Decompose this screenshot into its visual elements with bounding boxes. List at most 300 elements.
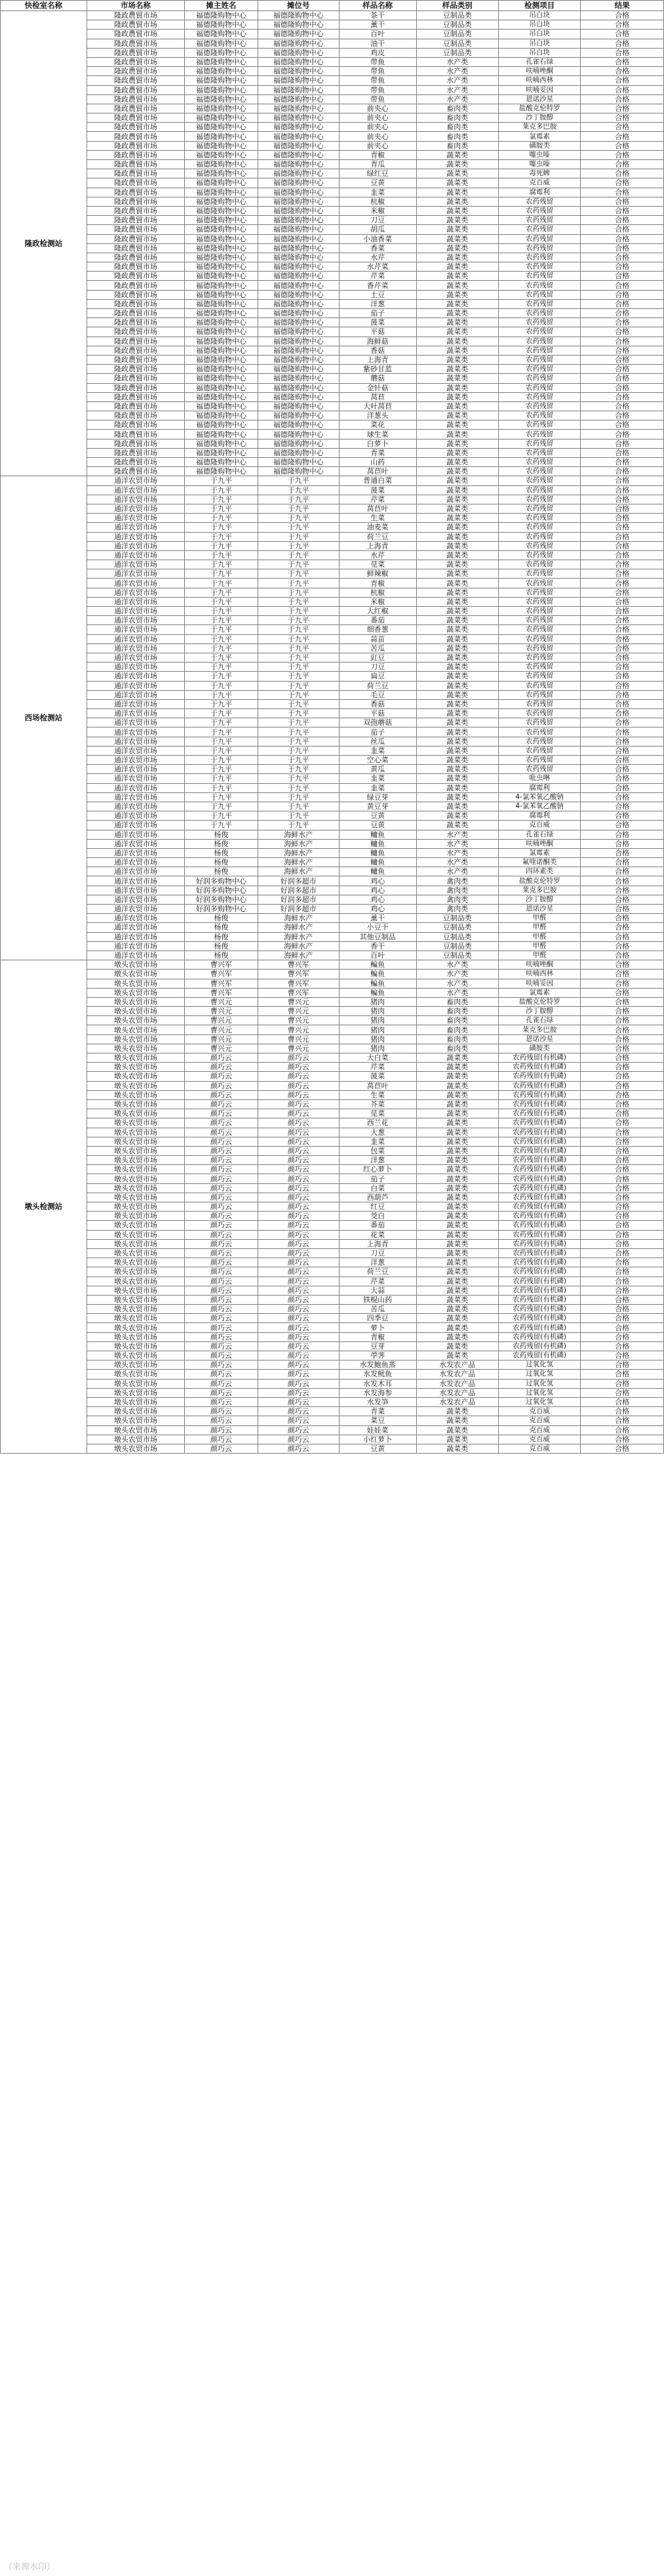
table-row — [1, 448, 664, 457]
test-item-cell: 农药残留 — [498, 337, 580, 346]
category-cell: 水发农产品 — [416, 1370, 498, 1379]
sample-cell: 上海青 — [339, 355, 416, 364]
sample-cell: 绿红豆 — [339, 169, 416, 178]
header-test-item: 检测项目 — [498, 1, 580, 11]
table-row — [1, 355, 664, 364]
stall-cell: 好润多超市 — [258, 905, 339, 914]
header-stall: 摊位号 — [258, 1, 339, 11]
market-cell: 墩头农贸市场 — [87, 1444, 184, 1453]
sample-cell: 菜豆 — [339, 1416, 416, 1425]
category-cell: 蔬菜类 — [416, 1332, 498, 1341]
result-cell: 合格 — [581, 85, 664, 94]
stall-cell: 福德隆购物中心 — [258, 346, 339, 355]
market-cell: 通洋农贸市场 — [87, 523, 184, 532]
stall-cell: 曹兴军 — [258, 960, 339, 970]
stall-cell: 于九平 — [258, 756, 339, 765]
test-item-cell: 氟喹诺酮类 — [498, 858, 580, 867]
test-item-cell: 农药残留 — [498, 607, 580, 616]
category-cell: 蔬菜类 — [416, 1156, 498, 1165]
result-cell: 合格 — [581, 420, 664, 430]
sample-cell: 洋葱 — [339, 1156, 416, 1165]
table-row — [1, 690, 664, 699]
category-cell: 蔬菜类 — [416, 485, 498, 495]
vendor-cell: 福德隆购物中心 — [185, 169, 258, 178]
market-cell: 墩头农贸市场 — [87, 1034, 184, 1044]
table-row — [1, 309, 664, 318]
stall-cell: 于九平 — [258, 476, 339, 485]
vendor-cell: 福德隆购物中心 — [185, 225, 258, 234]
test-item-cell: 毒死蜱 — [498, 169, 580, 178]
vendor-cell: 于九平 — [185, 560, 258, 569]
table-row — [1, 625, 664, 634]
result-cell: 合格 — [581, 272, 664, 281]
market-cell: 墩头农贸市场 — [87, 988, 184, 997]
stall-cell: 好润多超市 — [258, 895, 339, 904]
test-item-cell: 吊白块 — [498, 39, 580, 48]
result-cell: 合格 — [581, 979, 664, 988]
result-cell: 合格 — [581, 123, 664, 132]
result-cell: 合格 — [581, 1407, 664, 1416]
category-cell: 蔬菜类 — [416, 1193, 498, 1202]
table-row — [1, 1248, 664, 1257]
table-row — [1, 1305, 664, 1314]
market-cell: 隆政農貿市场 — [87, 392, 184, 401]
sample-cell: 韭菜 — [339, 783, 416, 792]
table-row — [1, 1053, 664, 1063]
vendor-cell: 于九平 — [185, 681, 258, 690]
stall-cell: 福德隆购物中心 — [258, 458, 339, 467]
stall-cell: 福德隆购物中心 — [258, 197, 339, 206]
market-cell: 通洋农贸市场 — [87, 839, 184, 848]
test-item-cell: 氯霉素 — [498, 848, 580, 857]
category-cell: 蔬菜类 — [416, 532, 498, 541]
vendor-cell: 曹兴元 — [185, 1016, 258, 1025]
stall-cell: 福德隆购物中心 — [258, 253, 339, 262]
category-cell: 蔬菜类 — [416, 439, 498, 448]
result-cell: 合格 — [581, 439, 664, 448]
sample-cell: 水发木耳 — [339, 1379, 416, 1388]
vendor-cell: 颜巧云 — [185, 1323, 258, 1332]
stall-cell: 颜巧云 — [258, 1351, 339, 1360]
market-cell: 隆政農貿市场 — [87, 57, 184, 66]
table-row — [1, 30, 664, 39]
market-cell: 隆政農貿市场 — [87, 188, 184, 197]
market-cell: 通洋农贸市场 — [87, 876, 184, 886]
test-item-cell: 磺胺类 — [498, 141, 580, 150]
sample-cell: 带鱼 — [339, 85, 416, 94]
category-cell: 蔬菜类 — [416, 337, 498, 346]
market-cell: 隆政農貿市场 — [87, 290, 184, 299]
header-sample: 样品名称 — [339, 1, 416, 11]
test-item-cell: 农药残留(有机磷) — [498, 1053, 580, 1063]
stall-cell: 福德隆购物中心 — [258, 365, 339, 374]
category-cell: 蔬菜类 — [416, 727, 498, 737]
stall-cell: 于九平 — [258, 607, 339, 616]
market-cell: 通洋农贸市场 — [87, 765, 184, 774]
vendor-cell: 于九平 — [185, 690, 258, 699]
market-cell: 墩头农贸市场 — [87, 1370, 184, 1379]
table-row — [1, 774, 664, 783]
sample-cell: 生菜 — [339, 514, 416, 523]
table-row — [1, 746, 664, 755]
table-row — [1, 1351, 664, 1360]
category-cell: 蔬菜类 — [416, 625, 498, 634]
stall-cell: 福德隆购物中心 — [258, 383, 339, 392]
test-item-cell: 呋喃西林 — [498, 970, 580, 979]
result-cell: 合格 — [581, 1081, 664, 1090]
market-cell: 墩头农贸市场 — [87, 1416, 184, 1425]
result-cell: 合格 — [581, 1360, 664, 1370]
stall-cell: 颜巧云 — [258, 1212, 339, 1221]
sample-cell: 鸡皮 — [339, 48, 416, 57]
test-item-cell: 甲醛 — [498, 914, 580, 923]
result-cell: 合格 — [581, 663, 664, 672]
result-cell: 合格 — [581, 76, 664, 85]
category-cell: 禽肉类 — [416, 886, 498, 895]
table-row — [1, 1379, 664, 1388]
result-cell: 合格 — [581, 625, 664, 634]
test-item-cell: 农药残留 — [498, 243, 580, 253]
vendor-cell: 于九平 — [185, 737, 258, 746]
stall-cell: 福德隆购物中心 — [258, 20, 339, 30]
result-cell: 合格 — [581, 448, 664, 457]
table-row — [1, 1174, 664, 1183]
market-cell: 隆政農貿市场 — [87, 355, 184, 364]
stall-cell: 海鲜水产 — [258, 951, 339, 960]
category-cell: 蔬菜类 — [416, 737, 498, 746]
sample-cell: 丝瓜 — [339, 737, 416, 746]
test-item-cell: 农药残留 — [498, 411, 580, 420]
stall-cell: 福德隆购物中心 — [258, 448, 339, 457]
stall-cell: 海鲜水产 — [258, 923, 339, 932]
test-item-cell: 农药残留(有机磷) — [498, 1128, 580, 1137]
table-row — [1, 1156, 664, 1165]
test-item-cell: 农药残留 — [498, 458, 580, 467]
sample-cell: 四季豆 — [339, 1314, 416, 1323]
result-cell: 合格 — [581, 579, 664, 588]
stall-cell: 颜巧云 — [258, 1072, 339, 1081]
category-cell: 蔬菜类 — [416, 383, 498, 392]
sample-cell: 金针菇 — [339, 383, 416, 392]
test-item-cell: 农药残留 — [498, 253, 580, 262]
table-row — [1, 392, 664, 401]
vendor-cell: 福德隆购物中心 — [185, 11, 258, 20]
vendor-cell: 福德隆购物中心 — [185, 374, 258, 383]
vendor-cell: 福德隆购物中心 — [185, 20, 258, 30]
sample-cell: 鳊鱼 — [339, 988, 416, 997]
stall-cell: 于九平 — [258, 523, 339, 532]
market-cell: 通洋农贸市场 — [87, 579, 184, 588]
table-row — [1, 876, 664, 886]
vendor-cell: 福德隆购物中心 — [185, 467, 258, 476]
category-cell: 蔬菜类 — [416, 1146, 498, 1155]
result-cell: 合格 — [581, 39, 664, 48]
market-cell: 隆政農貿市场 — [87, 206, 184, 215]
market-cell: 墩头农贸市场 — [87, 997, 184, 1006]
vendor-cell: 好润多购物中心 — [185, 876, 258, 886]
header-station: 快检室名称 — [1, 1, 87, 11]
category-cell: 水产类 — [416, 57, 498, 66]
table-row — [1, 411, 664, 420]
test-item-cell: 沙丁胺醇 — [498, 895, 580, 904]
table-row — [1, 262, 664, 272]
market-cell: 隆政農貿市场 — [87, 337, 184, 346]
test-item-cell: 农药残留(有机磷) — [498, 1212, 580, 1221]
result-cell: 合格 — [581, 858, 664, 867]
stall-cell: 海鲜水产 — [258, 932, 339, 941]
sample-cell: 豆芽 — [339, 1341, 416, 1351]
result-cell: 合格 — [581, 541, 664, 550]
market-cell: 隆政農貿市场 — [87, 113, 184, 123]
test-item-cell: 吡虫啉 — [498, 774, 580, 783]
result-cell: 合格 — [581, 1137, 664, 1146]
category-cell: 蔬菜类 — [416, 318, 498, 327]
category-cell: 蔬菜类 — [416, 1351, 498, 1360]
category-cell: 蔬菜类 — [416, 504, 498, 513]
result-cell: 合格 — [581, 94, 664, 104]
market-cell: 墩头农贸市场 — [87, 1332, 184, 1341]
category-cell: 蔬菜类 — [416, 690, 498, 699]
market-cell: 通洋农贸市场 — [87, 811, 184, 821]
test-item-cell: 4-氯苯氧乙酸钠 — [498, 802, 580, 811]
test-item-cell: 过氧化氢 — [498, 1388, 580, 1397]
test-item-cell: 农药残留 — [498, 756, 580, 765]
market-cell: 通洋农贸市场 — [87, 746, 184, 755]
result-cell: 合格 — [581, 1183, 664, 1193]
vendor-cell: 福德隆购物中心 — [185, 458, 258, 467]
vendor-cell: 福德隆购物中心 — [185, 392, 258, 401]
sample-cell: 芹菜 — [339, 495, 416, 504]
stall-cell: 颜巧云 — [258, 1090, 339, 1099]
result-cell: 合格 — [581, 206, 664, 215]
test-item-cell: 农药残留 — [498, 625, 580, 634]
table-row — [1, 532, 664, 541]
sample-cell: 水发鲍鱼蒸 — [339, 1360, 416, 1370]
market-cell: 隆政農貿市场 — [87, 225, 184, 234]
result-cell: 合格 — [581, 1397, 664, 1406]
vendor-cell: 福德隆购物中心 — [185, 160, 258, 169]
stall-cell: 福德隆购物中心 — [258, 281, 339, 290]
test-item-cell: 农药残留 — [498, 579, 580, 588]
table-row — [1, 663, 664, 672]
test-item-cell: 农药残留 — [498, 504, 580, 513]
test-item-cell: 农药残留(有机磷) — [498, 1183, 580, 1193]
table-body — [1, 11, 664, 1454]
sample-cell: 白菜 — [339, 1183, 416, 1193]
table-row — [1, 1397, 664, 1406]
category-cell: 蔬菜类 — [416, 1137, 498, 1146]
category-cell: 蔬菜类 — [416, 569, 498, 579]
result-cell: 合格 — [581, 113, 664, 123]
table-row — [1, 113, 664, 123]
test-item-cell: 农药残留(有机磷) — [498, 1248, 580, 1257]
table-row — [1, 1258, 664, 1267]
vendor-cell: 福德隆购物中心 — [185, 234, 258, 243]
stall-cell: 颜巧云 — [258, 1063, 339, 1072]
result-cell: 合格 — [581, 262, 664, 272]
table-row — [1, 272, 664, 281]
table-row — [1, 1230, 664, 1239]
table-row — [1, 932, 664, 941]
category-cell: 蔬菜类 — [416, 1053, 498, 1063]
vendor-cell: 于九平 — [185, 532, 258, 541]
test-item-cell: 农药残留 — [498, 569, 580, 579]
stall-cell: 颜巧云 — [258, 1407, 339, 1416]
stall-cell: 于九平 — [258, 746, 339, 755]
vendor-cell: 于九平 — [185, 672, 258, 681]
sample-cell: 猪肉 — [339, 997, 416, 1006]
test-item-cell: 农药残留(有机磷) — [498, 1090, 580, 1099]
table-row — [1, 579, 664, 588]
sample-cell: 蒜苗 — [339, 634, 416, 644]
result-cell: 合格 — [581, 309, 664, 318]
test-item-cell: 甲醛 — [498, 923, 580, 932]
result-cell: 合格 — [581, 1305, 664, 1314]
table-row — [1, 569, 664, 579]
category-cell: 蔬菜类 — [416, 150, 498, 159]
vendor-cell: 于九平 — [185, 597, 258, 606]
stall-cell: 福德隆购物中心 — [258, 355, 339, 364]
vendor-cell: 颜巧云 — [185, 1277, 258, 1286]
stall-cell: 颜巧云 — [258, 1267, 339, 1277]
test-item-cell: 农药残留(有机磷) — [498, 1202, 580, 1212]
result-cell: 合格 — [581, 914, 664, 923]
category-cell: 畜肉类 — [416, 132, 498, 141]
stall-cell: 颜巧云 — [258, 1379, 339, 1388]
sample-cell: 胡瓜 — [339, 225, 416, 234]
market-cell: 隆政農貿市场 — [87, 448, 184, 457]
test-item-cell: 农药残留(有机磷) — [498, 1099, 580, 1109]
sample-cell: 前夹心 — [339, 141, 416, 150]
category-cell: 水产类 — [416, 76, 498, 85]
table-row — [1, 858, 664, 867]
result-cell: 合格 — [581, 1146, 664, 1155]
category-cell: 蔬菜类 — [416, 365, 498, 374]
result-cell: 合格 — [581, 57, 664, 66]
vendor-cell: 福德隆购物中心 — [185, 67, 258, 76]
result-cell: 合格 — [581, 1370, 664, 1379]
market-cell: 通洋农贸市场 — [87, 588, 184, 597]
test-item-cell: 农药残留 — [498, 644, 580, 653]
category-cell: 蔬菜类 — [416, 644, 498, 653]
table-row — [1, 1202, 664, 1212]
table-row — [1, 401, 664, 411]
market-cell: 隆政農貿市场 — [87, 401, 184, 411]
market-cell: 墩头农贸市场 — [87, 1212, 184, 1221]
category-cell: 蔬菜类 — [416, 206, 498, 215]
market-cell: 墩头农贸市场 — [87, 1295, 184, 1304]
result-cell: 合格 — [581, 476, 664, 485]
sample-cell: 豆黄 — [339, 178, 416, 188]
category-cell: 蔬菜类 — [416, 765, 498, 774]
vendor-cell: 颜巧云 — [185, 1435, 258, 1444]
vendor-cell: 福德隆购物中心 — [185, 401, 258, 411]
sample-cell: 带鱼 — [339, 67, 416, 76]
vendor-cell: 福德隆购物中心 — [185, 206, 258, 215]
table-row — [1, 914, 664, 923]
test-item-cell: 磺胺类 — [498, 1044, 580, 1053]
test-item-cell: 农药残留 — [498, 365, 580, 374]
market-cell: 隆政農貿市场 — [87, 85, 184, 94]
vendor-cell: 于九平 — [185, 541, 258, 550]
test-item-cell: 腐霉利 — [498, 188, 580, 197]
table-row — [1, 299, 664, 308]
sample-cell: 鳙鱼 — [339, 848, 416, 857]
market-cell: 通洋农贸市场 — [87, 951, 184, 960]
test-item-cell: 沙丁胺醇 — [498, 1007, 580, 1016]
table-row — [1, 923, 664, 932]
table-row — [1, 597, 664, 606]
category-cell: 蔬菜类 — [416, 681, 498, 690]
market-cell: 墩头农贸市场 — [87, 1090, 184, 1099]
table-row — [1, 550, 664, 560]
table-row — [1, 485, 664, 495]
category-cell: 蔬菜类 — [416, 401, 498, 411]
vendor-cell: 于九平 — [185, 663, 258, 672]
stall-cell: 颜巧云 — [258, 1053, 339, 1063]
vendor-cell: 杨俊 — [185, 923, 258, 932]
test-item-cell: 过氧化氢 — [498, 1370, 580, 1379]
market-cell: 墩头农贸市场 — [87, 1174, 184, 1183]
category-cell: 水产类 — [416, 858, 498, 867]
sample-cell: 猪肉 — [339, 1025, 416, 1034]
test-item-cell: 农药残留(有机磷) — [498, 1351, 580, 1360]
result-cell: 合格 — [581, 821, 664, 830]
result-cell: 合格 — [581, 337, 664, 346]
sample-cell: 前夹心 — [339, 104, 416, 113]
sample-cell: 小豆干 — [339, 923, 416, 932]
category-cell: 蔬菜类 — [416, 197, 498, 206]
market-cell: 通洋农贸市场 — [87, 672, 184, 681]
stall-cell: 福德隆购物中心 — [258, 374, 339, 383]
sample-cell: 韭菜 — [339, 188, 416, 197]
test-item-cell: 农药残留 — [498, 299, 580, 308]
category-cell: 蔬菜类 — [416, 607, 498, 616]
result-cell: 合格 — [581, 811, 664, 821]
stall-cell: 福德隆购物中心 — [258, 206, 339, 215]
stall-cell: 好润多超市 — [258, 886, 339, 895]
market-cell: 通洋农贸市场 — [87, 709, 184, 718]
sample-cell: 前夹心 — [339, 132, 416, 141]
stall-cell: 颜巧云 — [258, 1165, 339, 1174]
category-cell: 蔬菜类 — [416, 169, 498, 178]
sample-cell: 百叶 — [339, 951, 416, 960]
market-cell: 墩头农贸市场 — [87, 960, 184, 970]
market-cell: 墩头农贸市场 — [87, 970, 184, 979]
stall-cell: 福德隆购物中心 — [258, 178, 339, 188]
result-cell: 合格 — [581, 951, 664, 960]
sample-cell: 豆黄 — [339, 811, 416, 821]
market-cell: 隆政農貿市场 — [87, 197, 184, 206]
result-cell: 合格 — [581, 1202, 664, 1212]
market-cell: 隆政農貿市场 — [87, 20, 184, 30]
category-cell: 蔬菜类 — [416, 1444, 498, 1453]
result-cell: 合格 — [581, 1388, 664, 1397]
result-cell: 合格 — [581, 737, 664, 746]
result-cell: 合格 — [581, 1258, 664, 1267]
category-cell: 畜肉类 — [416, 1034, 498, 1044]
stall-cell: 于九平 — [258, 514, 339, 523]
vendor-cell: 福德隆购物中心 — [185, 346, 258, 355]
market-cell: 通洋农贸市场 — [87, 858, 184, 867]
category-cell: 蔬菜类 — [416, 588, 498, 597]
table-row — [1, 1109, 664, 1118]
table-row — [1, 243, 664, 253]
vendor-cell: 颜巧云 — [185, 1063, 258, 1072]
market-cell: 墩头农贸市场 — [87, 1314, 184, 1323]
sample-cell: 双孢蘑菇 — [339, 718, 416, 727]
result-cell: 合格 — [581, 709, 664, 718]
